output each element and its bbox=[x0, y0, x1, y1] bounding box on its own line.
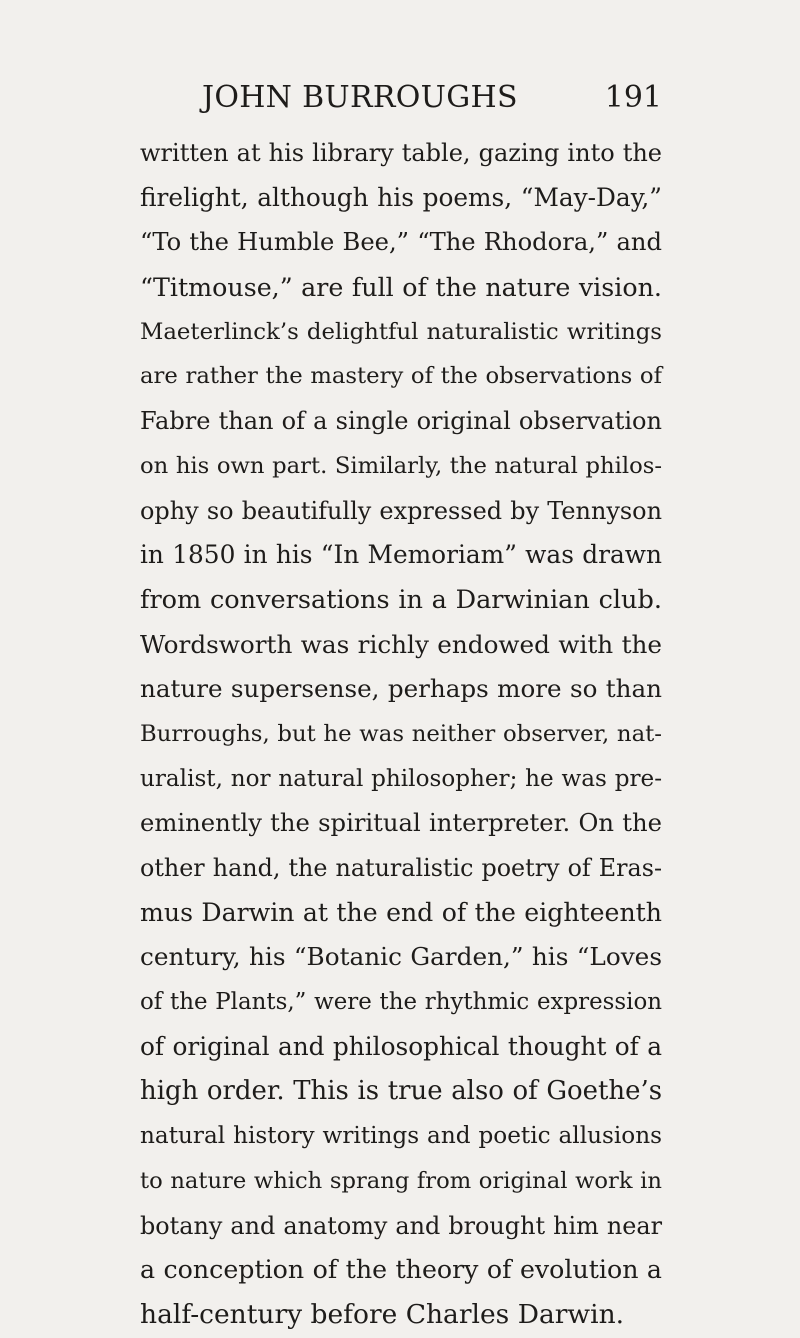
text-line: mus Darwin at the end of the eighteenth bbox=[140, 897, 662, 927]
text-line: uralist, nor natural philosopher; he was pre- bbox=[140, 765, 662, 792]
text-line: a conception of the theory of evolution a bbox=[140, 1255, 662, 1285]
text-line: Wordsworth was richly endowed with the bbox=[140, 629, 662, 659]
text-line: in 1850 in his “In Memoriam” was drawn bbox=[140, 540, 662, 570]
text-line: to nature which sprang from original work in bbox=[140, 1167, 662, 1194]
text-line: Burroughs, but he was neither observer, nat- bbox=[140, 720, 662, 747]
text-line: ophy so beautifully expressed by Tennyson bbox=[140, 496, 662, 525]
text-line: eminently the spiritual interpreter. On the bbox=[140, 808, 662, 838]
text-line: “Titmouse,” are full of the nature vision. bbox=[140, 272, 662, 303]
page-number: 191 bbox=[604, 80, 662, 115]
text-line: Fabre than of a single original observation bbox=[140, 407, 662, 436]
text-line: high order. This is true also of Goethe’s bbox=[140, 1076, 662, 1107]
text-line: botany and anatomy and brought him near bbox=[140, 1211, 662, 1240]
text-line: natural history writings and poetic allusions bbox=[140, 1123, 662, 1150]
running-head bbox=[140, 76, 662, 120]
running-title: JOHN BURROUGHS bbox=[202, 80, 518, 115]
text-line: firelight, although his poems, “May-Day,” bbox=[140, 182, 662, 212]
text-line: on his own part. Similarly, the natural philos- bbox=[140, 452, 662, 479]
text-line: written at his library table, gazing into the bbox=[140, 139, 662, 167]
text-line: other hand, the naturalistic poetry of Eras- bbox=[140, 854, 662, 882]
text-line: “To the Humble Bee,” “The Rhodora,” and bbox=[140, 228, 662, 257]
body-paragraph bbox=[140, 131, 662, 1338]
text-line: nature supersense, perhaps more so than bbox=[140, 674, 662, 704]
text-line: of the Plants,” were the rhythmic expression bbox=[140, 989, 662, 1016]
text-line: of original and philosophical thought of a bbox=[140, 1031, 662, 1061]
text-line: are rather the mastery of the observations of bbox=[140, 363, 662, 390]
text-line: from conversations in a Darwinian club. bbox=[140, 584, 662, 615]
text-line: half-century before Charles Darwin. bbox=[140, 1298, 625, 1330]
text-line: Maeterlinck’s delightful naturalistic writings bbox=[140, 318, 662, 345]
text-line: century, his “Botanic Garden,” his “Loves bbox=[140, 942, 662, 972]
